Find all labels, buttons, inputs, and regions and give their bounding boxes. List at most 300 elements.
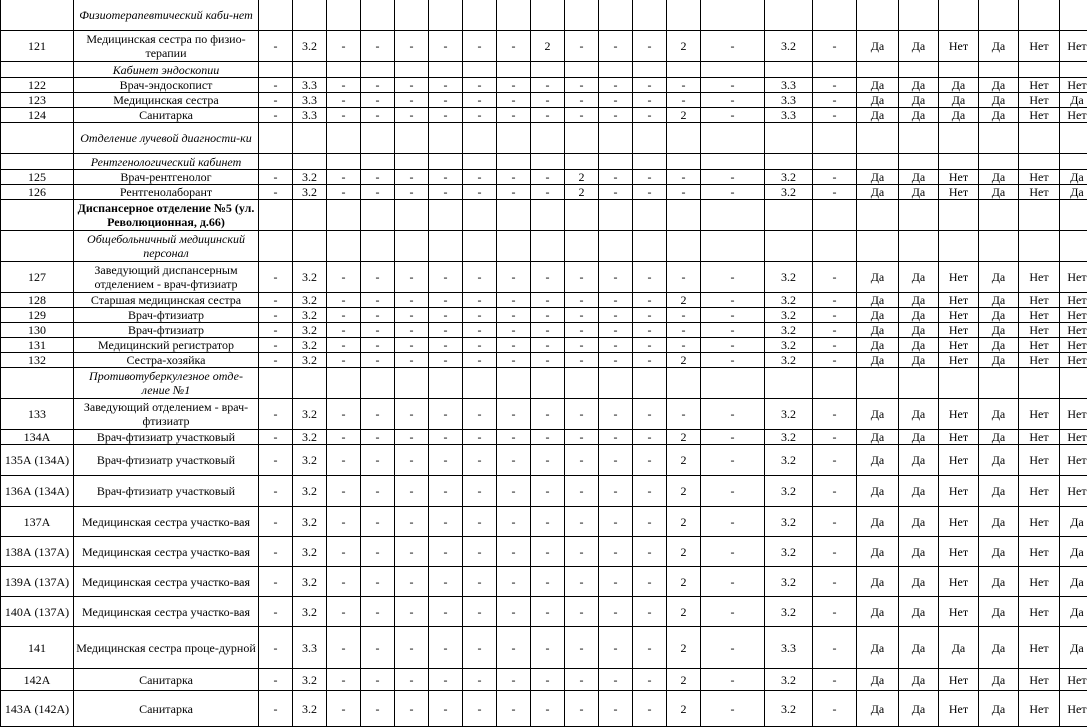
value-cell: -: [599, 78, 633, 93]
position-name-cell: Медицинская сестра по физио-терапии: [74, 31, 259, 62]
value-cell: Да: [899, 170, 939, 185]
value-cell: -: [463, 170, 497, 185]
value-cell: -: [259, 108, 293, 123]
value-cell: Нет: [1019, 293, 1060, 308]
empty-cell: [531, 62, 565, 78]
value-cell: 3.2: [293, 353, 327, 368]
row-number-cell: 129: [1, 308, 74, 323]
empty-cell: [599, 154, 633, 170]
empty-cell: [429, 231, 463, 262]
empty-cell: [1060, 123, 1087, 154]
value-cell: -: [633, 597, 667, 627]
value-cell: Нет: [1019, 399, 1060, 430]
position-name-cell: Заведующий диспансерным отделением - врач-фтизиатр: [74, 262, 259, 293]
value-cell: 3.2: [765, 170, 813, 185]
empty-cell: [599, 123, 633, 154]
value-cell: -: [429, 308, 463, 323]
empty-cell: [667, 368, 701, 399]
value-cell: -: [259, 353, 293, 368]
value-cell: -: [259, 185, 293, 200]
value-cell: -: [565, 323, 599, 338]
row-number-cell: 143А (142А): [1, 691, 74, 727]
value-cell: -: [429, 262, 463, 293]
empty-cell: [361, 123, 395, 154]
value-cell: Да: [939, 627, 979, 669]
empty-cell: [497, 368, 531, 399]
value-cell: -: [259, 669, 293, 691]
value-cell: -: [497, 430, 531, 445]
value-cell: 3.2: [293, 323, 327, 338]
value-cell: -: [813, 430, 857, 445]
empty-cell: [327, 0, 361, 31]
value-cell: -: [361, 567, 395, 597]
value-cell: Нет: [1060, 430, 1087, 445]
row-number-cell: 142А: [1, 669, 74, 691]
empty-cell: [813, 154, 857, 170]
position-name-cell: Санитарка: [74, 669, 259, 691]
value-cell: -: [667, 185, 701, 200]
position-name-cell: Врач-фтизиатр: [74, 323, 259, 338]
value-cell: 3.2: [293, 308, 327, 323]
value-cell: -: [259, 338, 293, 353]
value-cell: -: [599, 430, 633, 445]
empty-cell: [565, 231, 599, 262]
position-name-cell: Заведующий отделением - врач-фтизиатр: [74, 399, 259, 430]
empty-cell: [259, 123, 293, 154]
value-cell: -: [327, 597, 361, 627]
value-cell: 3.3: [765, 78, 813, 93]
section-row: [1, 154, 1087, 170]
empty-cell: [565, 123, 599, 154]
value-cell: 3.2: [293, 445, 327, 476]
value-cell: -: [565, 691, 599, 727]
value-cell: -: [667, 262, 701, 293]
value-cell: Да: [899, 669, 939, 691]
row-number-cell: 138А (137А): [1, 537, 74, 567]
empty-cell: [979, 368, 1019, 399]
value-cell: Да: [979, 399, 1019, 430]
empty-cell: [667, 154, 701, 170]
value-cell: 3.3: [765, 93, 813, 108]
value-cell: -: [361, 353, 395, 368]
value-cell: Да: [899, 93, 939, 108]
value-cell: -: [395, 445, 429, 476]
value-cell: -: [463, 93, 497, 108]
value-cell: -: [633, 338, 667, 353]
empty-cell: [395, 123, 429, 154]
value-cell: -: [463, 262, 497, 293]
empty-cell: [259, 200, 293, 231]
empty-cell: [259, 0, 293, 31]
empty-cell: [327, 231, 361, 262]
value-cell: Да: [857, 31, 899, 62]
value-cell: -: [633, 669, 667, 691]
empty-cell: [979, 0, 1019, 31]
value-cell: -: [565, 627, 599, 669]
value-cell: Нет: [939, 445, 979, 476]
value-cell: -: [463, 627, 497, 669]
value-cell: -: [497, 597, 531, 627]
value-cell: -: [813, 293, 857, 308]
empty-cell: [395, 62, 429, 78]
value-cell: -: [259, 78, 293, 93]
value-cell: -: [701, 185, 765, 200]
position-name-cell: Медицинская сестра: [74, 93, 259, 108]
value-cell: -: [463, 293, 497, 308]
value-cell: -: [361, 507, 395, 537]
section-title: Отделение лучевой диагности-ки: [74, 123, 259, 154]
value-cell: -: [599, 597, 633, 627]
position-name-cell: Врач-эндоскопист: [74, 78, 259, 93]
table-row: [1, 262, 1087, 293]
value-cell: -: [429, 430, 463, 445]
value-cell: -: [361, 597, 395, 627]
value-cell: -: [497, 323, 531, 338]
value-cell: Да: [857, 293, 899, 308]
value-cell: 3.3: [293, 93, 327, 108]
value-cell: -: [327, 31, 361, 62]
value-cell: -: [497, 338, 531, 353]
empty-cell: [327, 123, 361, 154]
value-cell: -: [813, 399, 857, 430]
empty-cell: [497, 231, 531, 262]
value-cell: Да: [979, 108, 1019, 123]
value-cell: -: [531, 597, 565, 627]
value-cell: -: [463, 185, 497, 200]
value-cell: Да: [857, 445, 899, 476]
value-cell: -: [327, 430, 361, 445]
value-cell: 3.3: [293, 108, 327, 123]
empty-cell: [1019, 0, 1060, 31]
value-cell: -: [463, 597, 497, 627]
value-cell: -: [259, 293, 293, 308]
value-cell: Нет: [1019, 170, 1060, 185]
value-cell: -: [633, 108, 667, 123]
empty-cell: [857, 0, 899, 31]
empty-cell: [259, 62, 293, 78]
value-cell: Да: [979, 627, 1019, 669]
empty-cell: [395, 200, 429, 231]
value-cell: -: [463, 430, 497, 445]
value-cell: Да: [857, 567, 899, 597]
value-cell: -: [463, 537, 497, 567]
value-cell: 3.2: [765, 445, 813, 476]
value-cell: -: [633, 185, 667, 200]
value-cell: -: [395, 476, 429, 507]
value-cell: Да: [899, 262, 939, 293]
value-cell: -: [463, 308, 497, 323]
value-cell: -: [565, 507, 599, 537]
empty-cell: [979, 231, 1019, 262]
value-cell: -: [633, 308, 667, 323]
value-cell: Нет: [1019, 353, 1060, 368]
value-cell: -: [497, 170, 531, 185]
value-cell: -: [361, 185, 395, 200]
value-cell: 2: [667, 691, 701, 727]
value-cell: -: [327, 338, 361, 353]
value-cell: -: [633, 31, 667, 62]
value-cell: Нет: [939, 293, 979, 308]
empty-cell: [395, 368, 429, 399]
value-cell: 3.2: [765, 597, 813, 627]
empty-cell: [813, 200, 857, 231]
empty-cell: [765, 231, 813, 262]
value-cell: Да: [1060, 93, 1087, 108]
value-cell: -: [361, 445, 395, 476]
empty-cell: [765, 368, 813, 399]
value-cell: -: [497, 31, 531, 62]
value-cell: Да: [899, 108, 939, 123]
value-cell: -: [565, 597, 599, 627]
value-cell: -: [327, 669, 361, 691]
value-cell: -: [361, 399, 395, 430]
value-cell: -: [497, 399, 531, 430]
position-name-cell: Врач-рентгенолог: [74, 170, 259, 185]
value-cell: -: [429, 445, 463, 476]
value-cell: -: [701, 691, 765, 727]
value-cell: -: [599, 93, 633, 108]
row-number-cell: 126: [1, 185, 74, 200]
value-cell: -: [599, 293, 633, 308]
value-cell: -: [531, 399, 565, 430]
value-cell: -: [565, 399, 599, 430]
value-cell: -: [429, 507, 463, 537]
value-cell: -: [667, 338, 701, 353]
row-number-cell: 132: [1, 353, 74, 368]
value-cell: Нет: [1019, 476, 1060, 507]
value-cell: -: [599, 627, 633, 669]
empty-cell: [429, 154, 463, 170]
empty-cell: [1019, 154, 1060, 170]
value-cell: Нет: [1060, 323, 1087, 338]
value-cell: Нет: [1019, 691, 1060, 727]
value-cell: -: [701, 293, 765, 308]
value-cell: Нет: [1019, 597, 1060, 627]
value-cell: -: [395, 93, 429, 108]
value-cell: 3.2: [293, 262, 327, 293]
row-number-cell: 121: [1, 31, 74, 62]
table-row: [1, 445, 1087, 476]
value-cell: Да: [857, 537, 899, 567]
value-cell: -: [565, 476, 599, 507]
empty-cell: [293, 154, 327, 170]
value-cell: Да: [899, 293, 939, 308]
value-cell: -: [701, 78, 765, 93]
empty-cell: [813, 0, 857, 31]
value-cell: -: [497, 669, 531, 691]
value-cell: -: [463, 338, 497, 353]
table-row: [1, 507, 1087, 537]
position-name-cell: Врач-фтизиатр участковый: [74, 476, 259, 507]
value-cell: -: [259, 323, 293, 338]
row-number-cell: [1, 200, 74, 231]
value-cell: Нет: [1060, 476, 1087, 507]
empty-cell: [701, 0, 765, 31]
value-cell: Да: [857, 308, 899, 323]
empty-cell: [899, 200, 939, 231]
value-cell: -: [531, 338, 565, 353]
value-cell: -: [429, 476, 463, 507]
value-cell: Нет: [1019, 185, 1060, 200]
value-cell: Нет: [1019, 669, 1060, 691]
value-cell: -: [395, 185, 429, 200]
value-cell: Нет: [939, 338, 979, 353]
value-cell: -: [531, 537, 565, 567]
value-cell: -: [463, 323, 497, 338]
empty-cell: [857, 62, 899, 78]
value-cell: -: [813, 93, 857, 108]
empty-cell: [463, 0, 497, 31]
value-cell: -: [497, 293, 531, 308]
value-cell: Да: [899, 308, 939, 323]
value-cell: -: [813, 353, 857, 368]
value-cell: Да: [1060, 537, 1087, 567]
value-cell: -: [565, 78, 599, 93]
value-cell: -: [633, 476, 667, 507]
value-cell: -: [429, 185, 463, 200]
value-cell: -: [327, 308, 361, 323]
value-cell: -: [395, 262, 429, 293]
value-cell: -: [633, 353, 667, 368]
value-cell: -: [327, 353, 361, 368]
empty-cell: [599, 231, 633, 262]
position-name-cell: Врач-фтизиатр участковый: [74, 430, 259, 445]
value-cell: Да: [899, 185, 939, 200]
value-cell: -: [429, 353, 463, 368]
value-cell: -: [259, 399, 293, 430]
row-number-cell: [1, 62, 74, 78]
value-cell: -: [633, 262, 667, 293]
table-row: [1, 691, 1087, 727]
empty-cell: [899, 0, 939, 31]
position-name-cell: Врач-фтизиатр: [74, 308, 259, 323]
value-cell: 2: [667, 537, 701, 567]
value-cell: -: [463, 476, 497, 507]
value-cell: 3.2: [293, 691, 327, 727]
section-title: Диспансерное отделение №5 (ул. Революционная, д.66): [74, 200, 259, 231]
value-cell: -: [463, 507, 497, 537]
value-cell: -: [429, 93, 463, 108]
value-cell: -: [701, 308, 765, 323]
value-cell: Нет: [1019, 323, 1060, 338]
empty-cell: [1019, 123, 1060, 154]
value-cell: -: [531, 185, 565, 200]
value-cell: -: [361, 31, 395, 62]
value-cell: -: [497, 308, 531, 323]
table-row: [1, 476, 1087, 507]
value-cell: -: [259, 430, 293, 445]
value-cell: Да: [979, 691, 1019, 727]
row-number-cell: [1, 123, 74, 154]
value-cell: 3.2: [765, 323, 813, 338]
value-cell: -: [813, 308, 857, 323]
value-cell: -: [259, 627, 293, 669]
empty-cell: [701, 368, 765, 399]
value-cell: Да: [899, 537, 939, 567]
row-number-cell: 131: [1, 338, 74, 353]
value-cell: -: [395, 627, 429, 669]
empty-cell: [633, 200, 667, 231]
value-cell: Да: [899, 31, 939, 62]
value-cell: Да: [979, 445, 1019, 476]
empty-cell: [361, 231, 395, 262]
section-row: [1, 123, 1087, 154]
value-cell: 2: [667, 31, 701, 62]
empty-cell: [429, 368, 463, 399]
value-cell: -: [633, 430, 667, 445]
empty-cell: [857, 200, 899, 231]
value-cell: Да: [979, 430, 1019, 445]
empty-cell: [899, 231, 939, 262]
value-cell: 3.2: [765, 308, 813, 323]
value-cell: -: [327, 262, 361, 293]
value-cell: -: [463, 353, 497, 368]
value-cell: 3.2: [765, 293, 813, 308]
value-cell: -: [361, 262, 395, 293]
value-cell: 3.2: [293, 185, 327, 200]
empty-cell: [899, 62, 939, 78]
value-cell: Нет: [939, 691, 979, 727]
empty-cell: [361, 154, 395, 170]
value-cell: Да: [979, 353, 1019, 368]
value-cell: -: [701, 597, 765, 627]
row-number-cell: 127: [1, 262, 74, 293]
value-cell: Да: [979, 262, 1019, 293]
empty-cell: [701, 200, 765, 231]
value-cell: -: [565, 338, 599, 353]
empty-cell: [497, 123, 531, 154]
value-cell: Нет: [1019, 627, 1060, 669]
value-cell: -: [701, 627, 765, 669]
value-cell: Нет: [1060, 445, 1087, 476]
empty-cell: [667, 123, 701, 154]
empty-cell: [1019, 62, 1060, 78]
value-cell: -: [361, 627, 395, 669]
value-cell: 2: [667, 507, 701, 537]
empty-cell: [857, 231, 899, 262]
section-title: Рентгенологический кабинет: [74, 154, 259, 170]
empty-cell: [565, 368, 599, 399]
value-cell: -: [361, 323, 395, 338]
value-cell: Нет: [1019, 93, 1060, 108]
value-cell: Нет: [1019, 445, 1060, 476]
value-cell: -: [463, 669, 497, 691]
value-cell: 3.2: [765, 262, 813, 293]
value-cell: -: [667, 170, 701, 185]
table-row: [1, 93, 1087, 108]
position-name-cell: Санитарка: [74, 691, 259, 727]
value-cell: -: [327, 108, 361, 123]
row-number-cell: 140А (137А): [1, 597, 74, 627]
value-cell: -: [429, 108, 463, 123]
empty-cell: [667, 200, 701, 231]
empty-cell: [327, 154, 361, 170]
value-cell: Да: [857, 430, 899, 445]
value-cell: -: [701, 507, 765, 537]
value-cell: Да: [1060, 185, 1087, 200]
value-cell: Да: [979, 170, 1019, 185]
value-cell: -: [701, 108, 765, 123]
value-cell: Да: [857, 507, 899, 537]
row-number-cell: 134А: [1, 430, 74, 445]
value-cell: -: [633, 399, 667, 430]
value-cell: Да: [857, 185, 899, 200]
value-cell: 3.2: [293, 338, 327, 353]
value-cell: 2: [667, 430, 701, 445]
empty-cell: [599, 368, 633, 399]
value-cell: -: [565, 93, 599, 108]
value-cell: -: [463, 445, 497, 476]
